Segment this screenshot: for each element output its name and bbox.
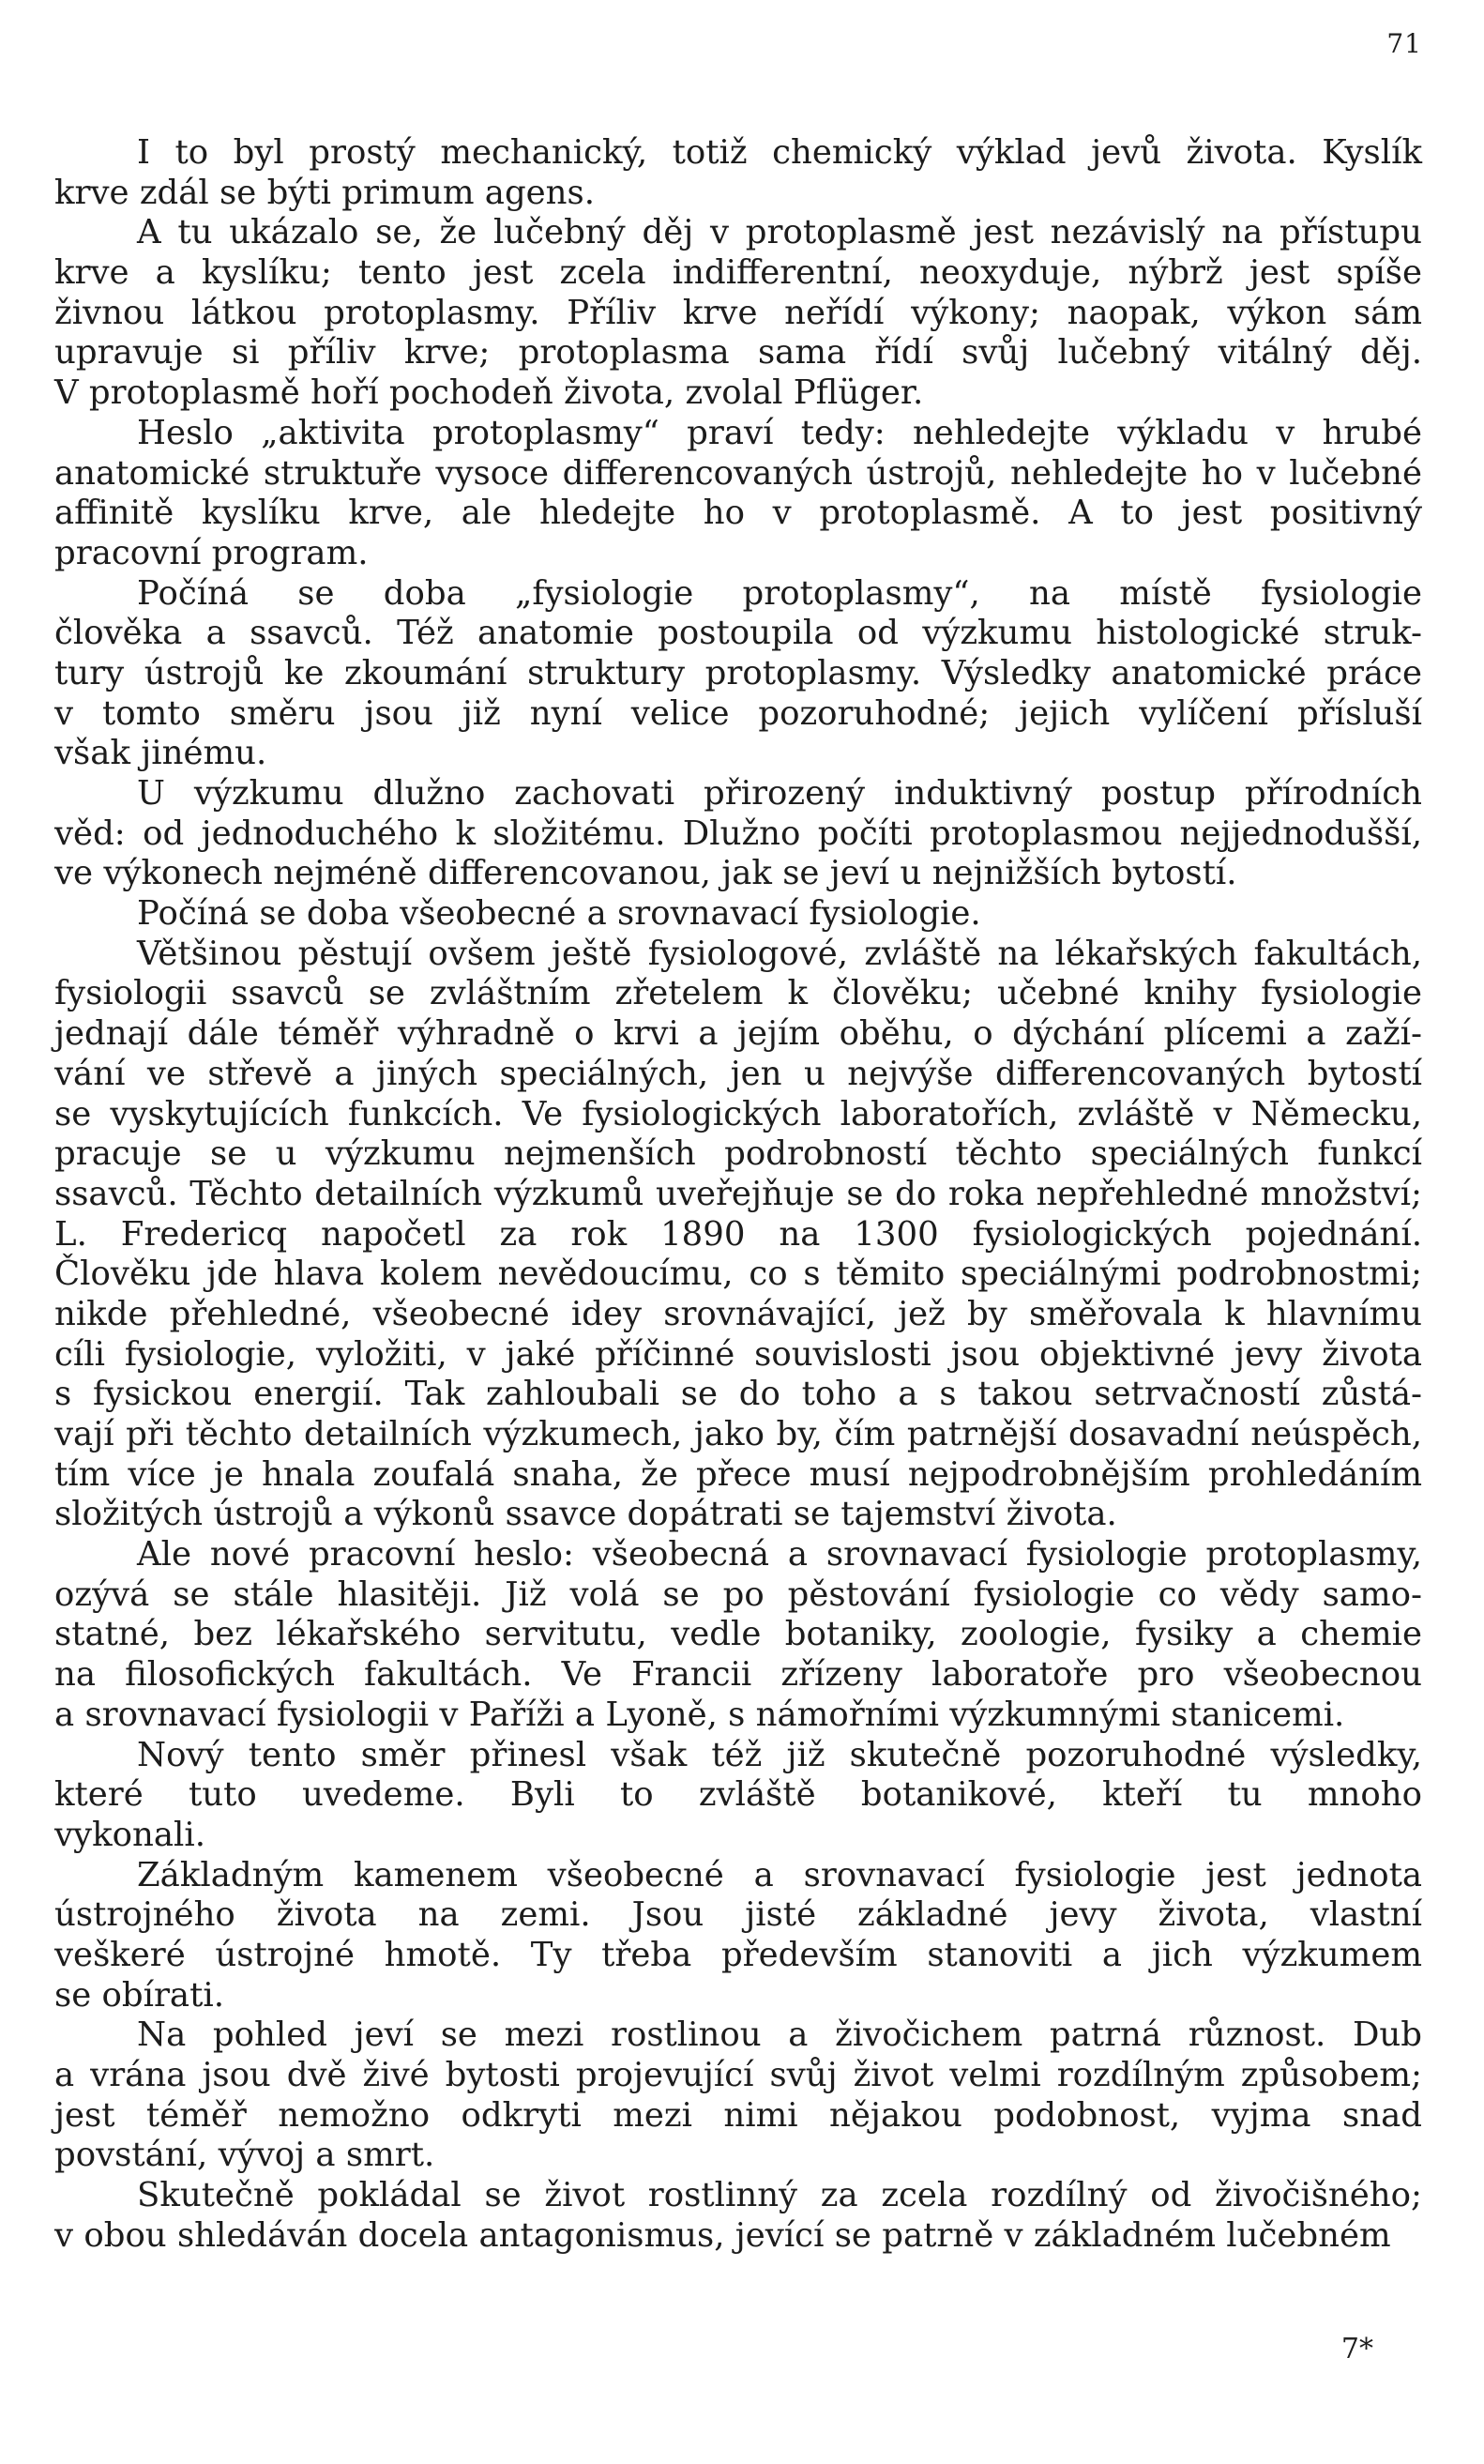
text-line: Heslo „aktivita protoplasmy“ praví tedy: nehledejte výkladu v hrubé xyxy=(137,413,1422,452)
text-line: affinitě kyslíku krve, ale hledejte ho v protoplasmě. A to jest positivný xyxy=(54,494,1422,533)
text-line: nikde přehledné, všeobecné idey srovnávající, jež by směřovala k hlavnímu xyxy=(54,1294,1422,1333)
text-line: Počíná se doba všeobecné a srovnavací fysiologie. xyxy=(137,894,981,934)
text-line: které tuto uvedeme. Byli to zvláště botanikové, kteří tu mnoho xyxy=(54,1775,1422,1815)
text-line: Ale nové pracovní heslo: všeobecná a srovnavací fysiologie protoplasmy, xyxy=(137,1535,1422,1574)
text-line: pracuje se u výzkumu nejmenších podrobností těchto speciálných funkcí xyxy=(54,1134,1422,1174)
text-line: pracovní program. xyxy=(54,533,369,572)
text-line: krve a kyslíku; tento jest zcela indifferentní, neoxyduje, nýbrž jest spíše xyxy=(54,253,1422,293)
text-line: se obírati. xyxy=(54,1975,225,2015)
text-line: U výzkumu dlužno zachovati přirozený induktivný postup přírodních xyxy=(137,774,1422,813)
paragraph xyxy=(54,414,1422,574)
paragraph xyxy=(54,894,1422,935)
text-line: v tomto směru jsou již nyní velice pozoruhodné; jejich vylíčení přísluší xyxy=(54,693,1422,733)
paragraph xyxy=(54,2176,1422,2256)
text-line: ozývá se stále hlasitěji. Již volá se po pěstování fysiologie co vědy samo- xyxy=(54,1574,1422,1614)
text-line: věd: od jednoduchého k složitému. Dlužno počíti protoplasmou nejjednodušší, xyxy=(54,814,1422,853)
text-line: vají při těchto detailních výzkumech, jako by, čím patrnější dosavadní neúspěch, xyxy=(54,1415,1422,1453)
text-line: jest téměř nemožno odkryti mezi nimi nějakou podobnost, vyjma snad xyxy=(54,2095,1422,2135)
text-line: tím více je hnala zoufalá snaha, že přece musí nejpodrobnějším prohledáním xyxy=(54,1454,1422,1494)
text-line: Skutečně pokládal se život rostlinný za zcela rozdílný od živočišného; xyxy=(137,2176,1422,2215)
text-line: V protoplasmě hoří pochodeň života, zvolal Pflüger. xyxy=(54,373,924,413)
paragraph xyxy=(54,2015,1422,2176)
text-line: a srovnavací fysiologii v Paříži a Lyoně, s námořními výzkumnými stanicemi. xyxy=(54,1695,1345,1734)
text-line: vykonali. xyxy=(54,1815,206,1854)
text-line: jednají dále téměř výhradně o krvi a jejím oběhu, o dýchání plícemi a zaží- xyxy=(54,1014,1422,1054)
paragraph xyxy=(54,774,1422,894)
text-line: ve výkonech nejméně differencovanou, jak se jeví u nejnižších bytostí. xyxy=(54,854,1237,893)
text-line: a vrána jsou dvě živé bytosti projevující svůj život velmi rozdílným způsobem; xyxy=(54,2056,1422,2094)
text-line: krve zdál se býti primum agens. xyxy=(54,173,596,212)
paragraph xyxy=(54,1856,1422,2016)
text-line: upravuje si příliv krve; protoplasma sama řídí svůj lučebný vitálný děj. xyxy=(54,333,1422,373)
paragraph xyxy=(54,1736,1422,1856)
text-line: ústrojného života na zemi. Jsou jisté základné jevy života, vlastní xyxy=(54,1895,1422,1935)
text-line: složitých ústrojů a výkonů ssavce dopátrati se tajemství života. xyxy=(54,1495,1117,1534)
text-line: I to byl prostý mechanický, totiž chemický výklad jevů života. Kyslík xyxy=(137,133,1422,172)
paragraph xyxy=(54,133,1422,213)
text-line: Většinou pěstují ovšem ještě fysiologové, zvláště na lékařských fakultách, xyxy=(137,934,1422,973)
text-line: člověka a ssavců. Též anatomie postoupila od výzkumu histologické struk- xyxy=(54,614,1422,653)
text-line: anatomické struktuře vysoce differencovaných ústrojů, nehledejte ho v lučebné xyxy=(54,453,1422,493)
text-line: ssavců. Těchto detailních výzkumů uveřejňuje se do roka nepřehledné množství; xyxy=(54,1174,1422,1213)
text-line: cíli fysiologie, vyložiti, v jaké příčinné souvislosti jsou objektivné jevy života xyxy=(54,1334,1422,1374)
signature-mark: 7* xyxy=(1340,2333,1373,2365)
text-line: veškeré ústrojné hmotě. Ty třeba především stanoviti a jich výzkumem xyxy=(54,1935,1422,1974)
body-text xyxy=(54,133,1422,2256)
text-line: živnou látkou protoplasmy. Příliv krve neřídí výkony; naopak, výkon sám xyxy=(54,293,1422,332)
text-line: Na pohled jeví se mezi rostlinou a živočichem patrná různost. Dub xyxy=(137,2015,1422,2055)
text-line: povstání, vývoj a smrt. xyxy=(54,2136,435,2175)
text-line: statné, bez lékařského servitutu, vedle botaniky, zoologie, fysiky a chemie xyxy=(54,1615,1422,1654)
text-line: s fysickou energií. Tak zahloubali se do toho a s takou setrvačností zůstá- xyxy=(54,1375,1422,1414)
text-line: fysiologii ssavců se zvláštním zřetelem k člověku; učebné knihy fysiologie xyxy=(54,974,1422,1013)
text-line: Nový tento směr přinesl však též již skutečně pozoruhodné výsledky, xyxy=(137,1735,1422,1774)
paragraph xyxy=(54,1535,1422,1735)
page-number: 71 xyxy=(1386,28,1422,59)
text-line: A tu ukázalo se, že lučebný děj v protoplasmě jest nezávislý na přístupu xyxy=(137,213,1422,252)
text-line: Člověku jde hlava kolem nevědoucímu, co s těmito speciálnými podrobnostmi; xyxy=(54,1255,1422,1294)
paragraph xyxy=(54,574,1422,774)
text-line: na filosofických fakultách. Ve Francii zřízeny laboratoře pro všeobecnou xyxy=(54,1655,1422,1695)
text-line: v obou shledáván docela antagonismus, jevící se patrně v základném lučebném xyxy=(54,2215,1391,2255)
text-line: vání ve střevě a jiných speciálných, jen u nejvýše differencovaných bytostí xyxy=(54,1054,1422,1093)
text-line: L. Fredericq napočetl za rok 1890 na 1300 fysiologických pojednání. xyxy=(54,1214,1422,1254)
text-line: však jinému. xyxy=(54,734,267,773)
text-line: Základným kamenem všeobecné a srovnavací fysiologie jest jednota xyxy=(137,1855,1422,1894)
text-line: se vyskytujících funkcích. Ve fysiologických laboratořích, zvláště v Německu, xyxy=(54,1094,1422,1133)
paragraph xyxy=(54,213,1422,413)
text-line: Počíná se doba „fysiologie protoplasmy“, na místě fysiologie xyxy=(137,573,1422,613)
text-line: tury ústrojů ke zkoumání struktury protoplasmy. Výsledky anatomické práce xyxy=(54,653,1422,692)
paragraph xyxy=(54,935,1422,1535)
